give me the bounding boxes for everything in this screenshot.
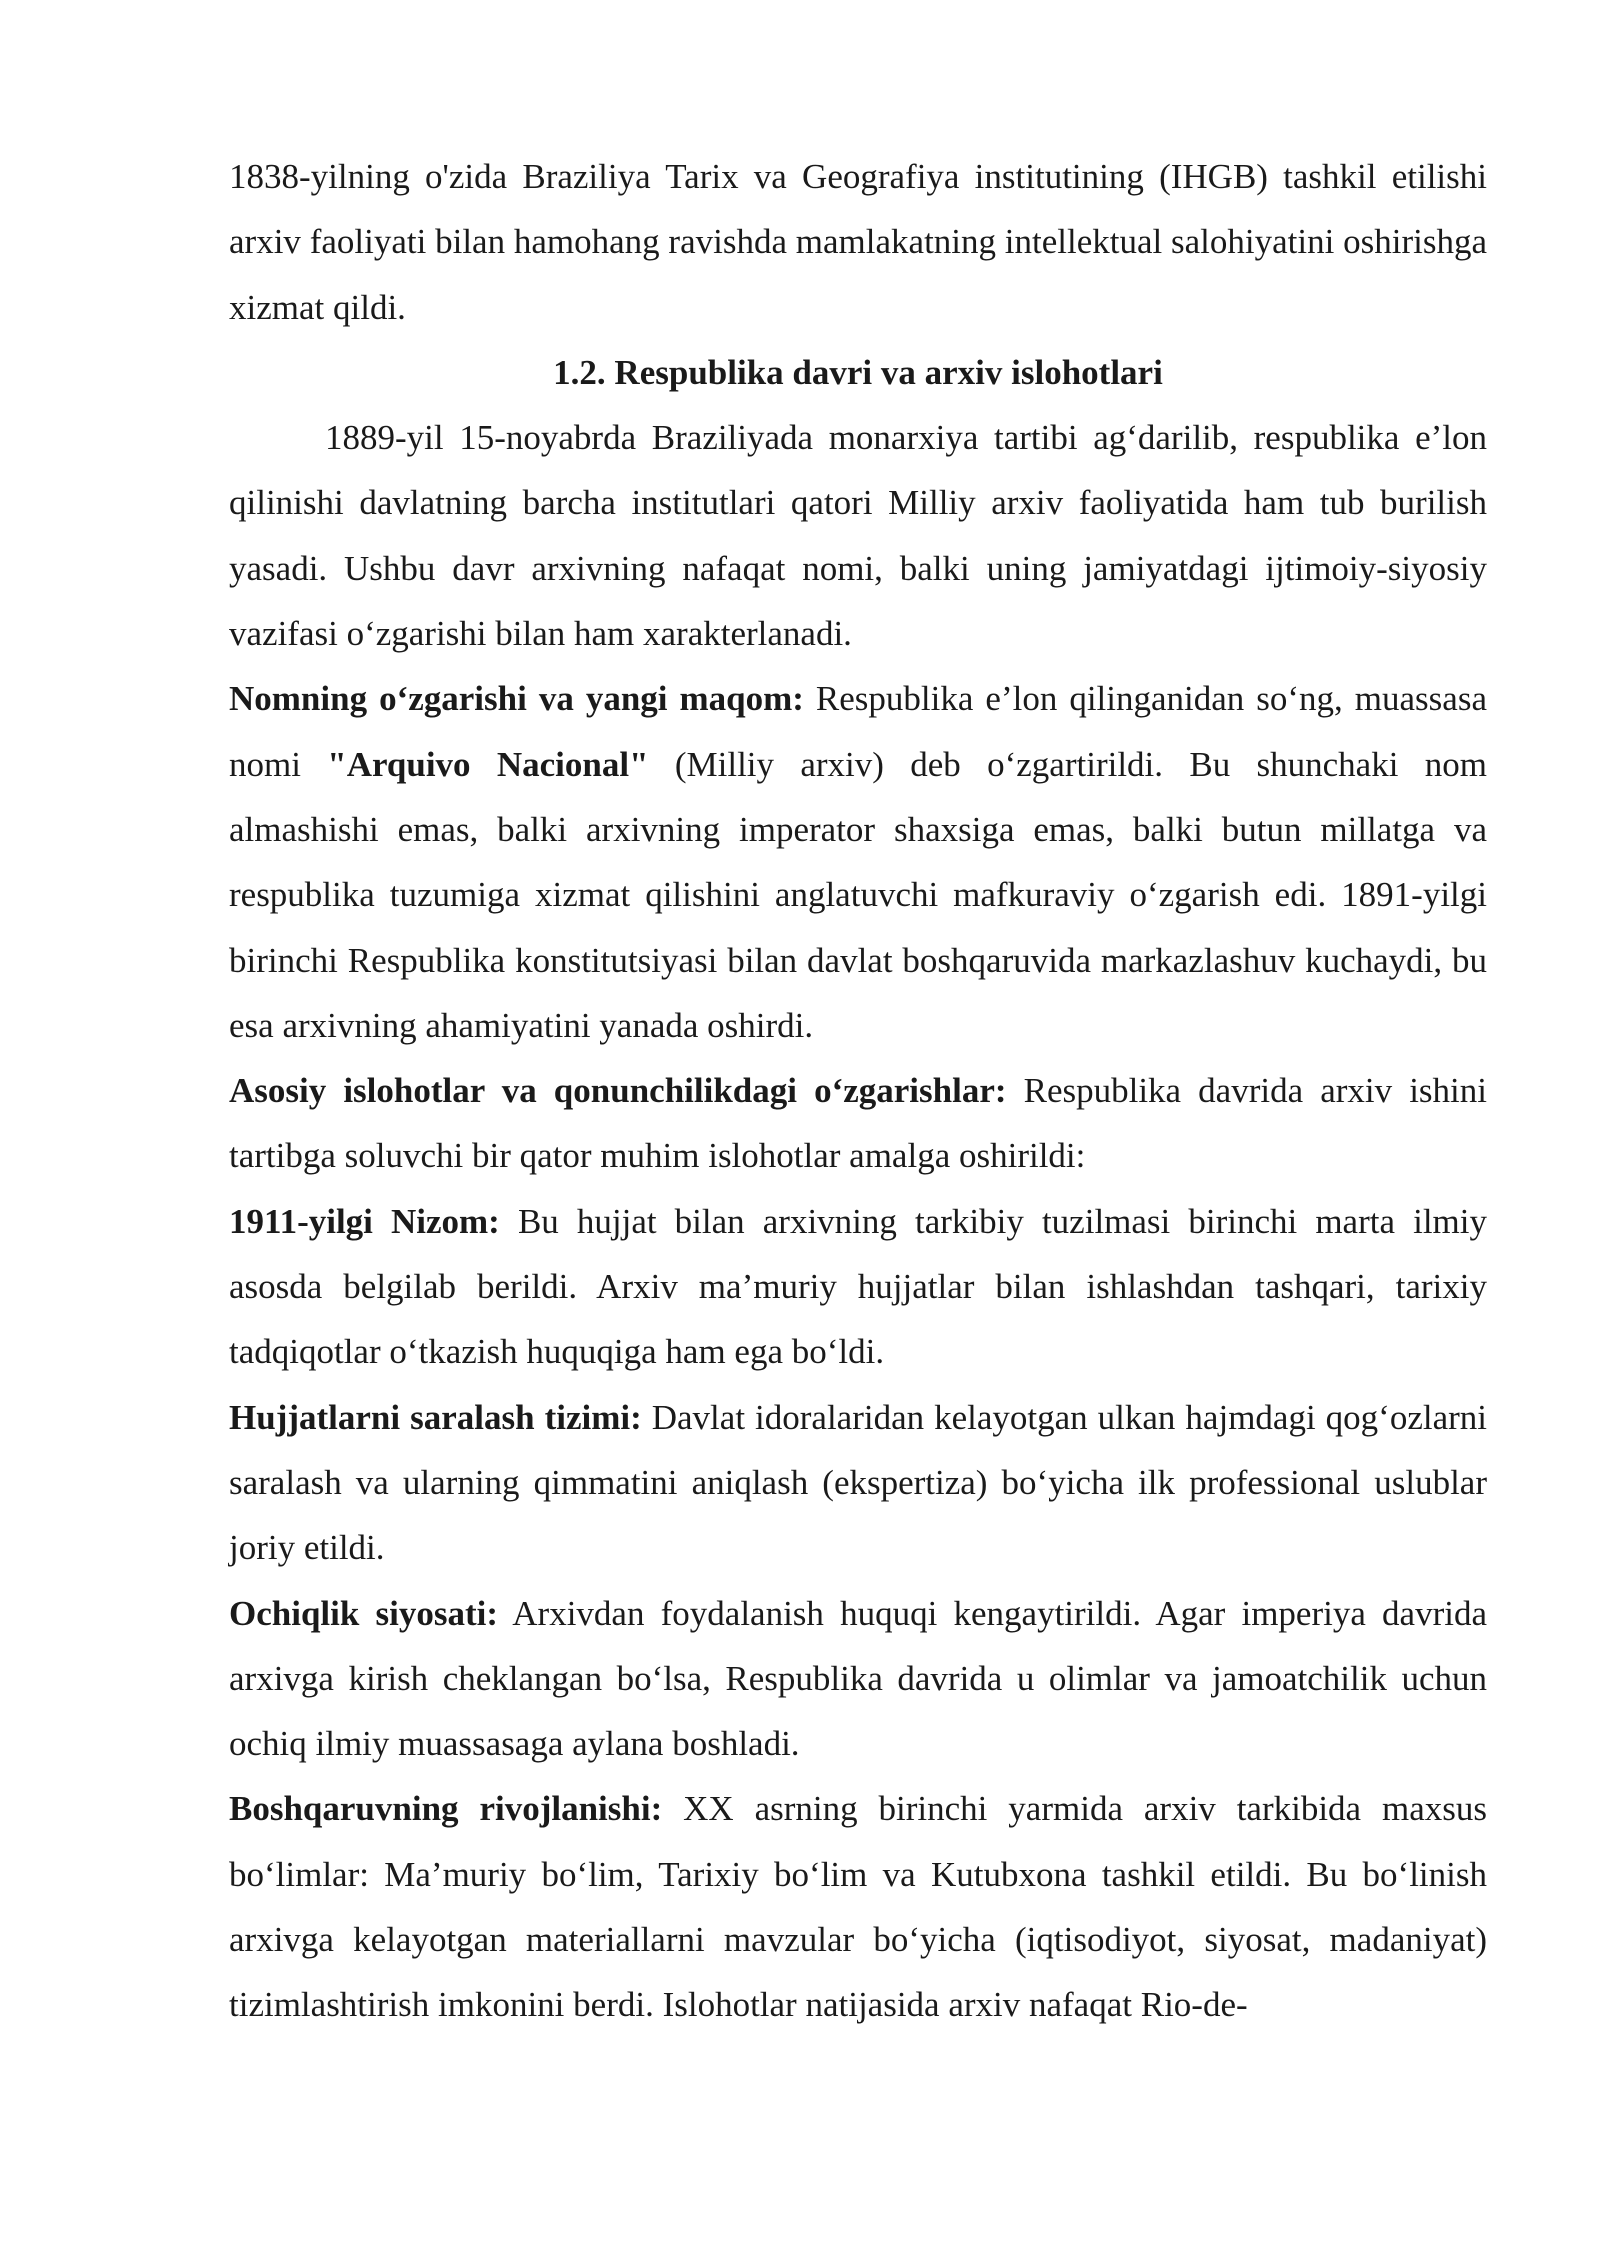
paragraph-ihgb-text: 1838-yilning o'zida Braziliya Tarix va Geografiya institutining (IHGB) tashkil etilishi arxiv faoliyati bilan hamohang ravishda mamlakatning intellektual salohiyatini oshirishga xizmat qildi.: [229, 157, 1487, 327]
paragraph-sorting-system-lead: Hujjatlarni saralash tizimi:: [229, 1397, 642, 1437]
paragraph-reforms-lead: Asosiy islohotlar va qonunchilikdagi o‘zgarishlar:: [229, 1071, 1007, 1111]
paragraph-management-development: [229, 1776, 1487, 2037]
paragraph-sorting-system: [229, 1385, 1487, 1581]
paragraph-name-change-lead: Nomning o‘zgarishi va yangi maqom:: [229, 679, 804, 719]
section-heading: 1.2. Respublika davri va arxiv islohotlari: [553, 352, 1163, 392]
paragraph-sorting-system-text: Davlat idoralaridan kelayotgan ulkan hajmdagi qog‘ozlarni saralash va ularning qimmatini aniqlash (ekspertiza) bo‘yicha ilk professional uslublar joriy etildi.: [229, 1397, 1487, 1568]
paragraph-reforms: [229, 1058, 1487, 1189]
paragraph-1911-regulation-text: Bu hujjat bilan arxivning tarkibiy tuzilmasi birinchi marta ilmiy asosda belgilab berildi. Arxiv ma’muriy hujjatlar bilan ishlashdan tashqari, tarixiy tadqiqotlar o‘tkazish huquqiga ham ega bo‘ldi.: [229, 1201, 1487, 1372]
paragraph-name-change: [229, 666, 1487, 1058]
paragraph-name-change-text-a: Respublika e’lon qilinganidan so‘ng, muassasa nomi: [229, 679, 1487, 784]
paragraph-management-development-text: XX asrning birinchi yarmida arxiv tarkibida maxsus bo‘limlar: Ma’muriy bo‘lim, Tarixiy bo‘lim va Kutubxona tashkil etildi. Bu bo‘linish arxivga kelayotgan materiallarni mavzular bo‘yicha (iqtisodiyot, siyosat, madaniyat) tizimlashtirish imkonini berdi. Islohotlar natijasida arxiv nafaqat Rio-de-: [229, 1789, 1487, 2025]
paragraph-openness-policy-lead: Ochiqlik siyosati:: [229, 1593, 499, 1633]
archive-name-bold: "Arquivo Nacional": [327, 744, 649, 784]
paragraph-name-change-text-b: (Milliy arxiv) deb o‘zgartirildi. Bu shunchaki nom almashishi emas, balki arxivning imperator shaxsiga emas, balki butun millatga va respublika tuzumiga xizmat qilishini anglatuvchi mafkuraviy o‘zgarish edi. 1891-yilgi birinchi Respublika konstitutsiyasi bilan davlat boshqaruvida markazlashuv kuchaydi, bu esa arxivning ahamiyatini yanada oshirdi.: [229, 744, 1487, 1045]
paragraph-openness-policy: [229, 1581, 1487, 1777]
paragraph-openness-policy-text: Arxivdan foydalanish huquqi kengaytirildi. Agar imperiya davrida arxivga kirish cheklangan bo‘lsa, Respublika davrida u olimlar va jamoatchilik uchun ochiq ilmiy muassasaga aylana boshladi.: [229, 1593, 1487, 1764]
document-body: [229, 144, 1487, 2038]
paragraph-ihgb: [229, 144, 1487, 340]
paragraph-intro-text: 1889-yil 15-noyabrda Braziliyada monarxiya tartibi ag‘darilib, respublika e’lon qilinishi davlatning barcha institutlari qatori Milliy arxiv faoliyatida ham tub burilish yasadi. Ushbu davr arxivning nafaqat nomi, balki uning jamiyatdagi ijtimoiy-siyosiy vazifasi o‘zgarishi bilan ham xarakterlanadi.: [229, 418, 1487, 654]
paragraph-1911-regulation-lead: 1911-yilgi Nizom:: [229, 1201, 500, 1241]
paragraph-intro: [229, 405, 1487, 666]
paragraph-management-development-lead: Boshqaruvning rivojlanishi:: [229, 1789, 663, 1829]
paragraph-1911-regulation: [229, 1189, 1487, 1385]
paragraph-reforms-text: Respublika davrida arxiv ishini tartibga soluvchi bir qator muhim islohotlar amalga oshirildi:: [229, 1071, 1487, 1176]
